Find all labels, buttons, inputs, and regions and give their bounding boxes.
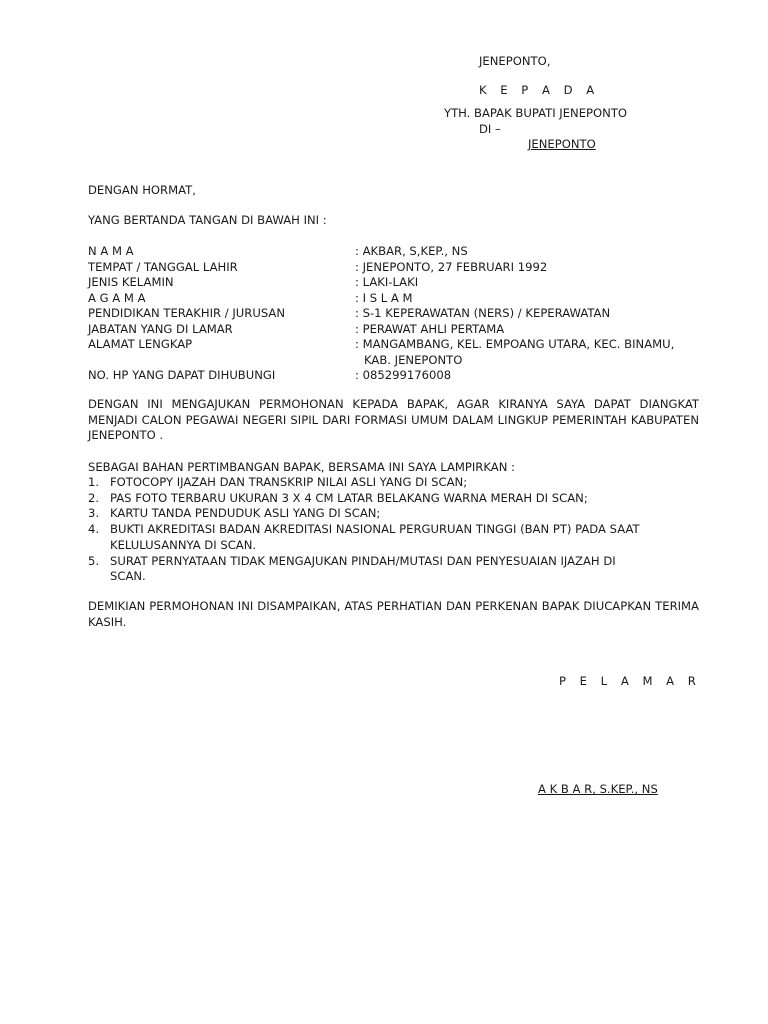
field-value: : AKBAR, S,KEP., NS — [355, 244, 468, 258]
recipient-line: YTH. BAPAK BUPATI JENEPONTO — [444, 106, 628, 120]
signature-role: P E L A M A R — [559, 674, 701, 688]
field-label: PENDIDIKAN TERAKHIR / JURUSAN — [88, 306, 285, 320]
list-item: BUKTI AKREDITASI BADAN AKREDITASI NASIONAL PERGURUAN TINGGI (BAN PT) PADA SAAT — [110, 522, 640, 536]
list-number: 5. — [88, 554, 100, 568]
field-value: : PERAWAT AHLI PERTAMA — [355, 322, 505, 336]
field-value-continued: KAB. JENEPONTO — [364, 353, 463, 367]
list-number: 3. — [88, 506, 100, 520]
list-number: 2. — [88, 491, 100, 505]
list-item-continued: SCAN. — [110, 569, 146, 583]
list-number: 1. — [88, 475, 100, 489]
field-label: N A M A — [88, 244, 134, 258]
intro-line: YANG BERTANDA TANGAN DI BAWAH INI : — [88, 213, 327, 227]
field-value: : LAKI-LAKI — [355, 275, 419, 289]
greeting: DENGAN HORMAT, — [88, 183, 196, 197]
recipient-place: JENEPONTO — [528, 137, 596, 151]
field-value: : JENEPONTO, 27 FEBRUARI 1992 — [355, 260, 548, 274]
list-item: SURAT PERNYATAAN TIDAK MENGAJUKAN PINDAH/MUTASI DAN PENYESUAIAN IJAZAH DI — [110, 554, 616, 568]
field-value: : S-1 KEPERAWATAN (NERS) / KEPERAWATAN — [355, 306, 611, 320]
di-line: DI – — [479, 122, 501, 136]
list-item-continued: KELULUSANNYA DI SCAN. — [110, 538, 257, 552]
field-value: : 085299176008 — [355, 368, 452, 382]
field-label: A G A M A — [88, 291, 146, 305]
list-item: PAS FOTO TERBARU UKURAN 3 X 4 CM LATAR BELAKANG WARNA MERAH DI SCAN; — [110, 491, 588, 505]
attachments-intro: SEBAGAI BAHAN PERTIMBANGAN BAPAK, BERSAMA INI SAYA LAMPIRKAN : — [88, 460, 515, 474]
field-label: JENIS KELAMIN — [88, 275, 174, 289]
list-number: 4. — [88, 522, 100, 536]
application-paragraph: DENGAN INI MENGAJUKAN PERMOHONAN KEPADA BAPAK, AGAR KIRANYA SAYA DAPAT DIANGKAT MENJADI CALON PEGAWAI NEGERI SIPIL DARI FORMASI UMUM DALAM LINGKUP PEMERINTAH KABUPATEN JENEPONTO . — [88, 397, 699, 443]
field-label: ALAMAT LENGKAP — [88, 337, 193, 351]
field-value: : I S L A M — [355, 291, 413, 305]
list-item: KARTU TANDA PENDUDUK ASLI YANG DI SCAN; — [110, 506, 381, 520]
field-label: TEMPAT / TANGGAL LAHIR — [88, 260, 238, 274]
field-value: : MANGAMBANG, KEL. EMPOANG UTARA, KEC. BINAMU, — [355, 337, 675, 351]
letter-city: JENEPONTO, — [479, 54, 551, 68]
kepada-label: K E P A D A — [479, 83, 600, 97]
field-label: NO. HP YANG DAPAT DIHUBUNGI — [88, 368, 276, 382]
signature-name: A K B A R, S.KEP., NS — [538, 782, 658, 796]
field-label: JABATAN YANG DI LAMAR — [88, 322, 233, 336]
closing-paragraph: DEMIKIAN PERMOHONAN INI DISAMPAIKAN, ATAS PERHATIAN DAN PERKENAN BAPAK DIUCAPKAN TERIMA KASIH. — [88, 599, 699, 629]
list-item: FOTOCOPY IJAZAH DAN TRANSKRIP NILAI ASLI YANG DI SCAN; — [110, 475, 468, 489]
